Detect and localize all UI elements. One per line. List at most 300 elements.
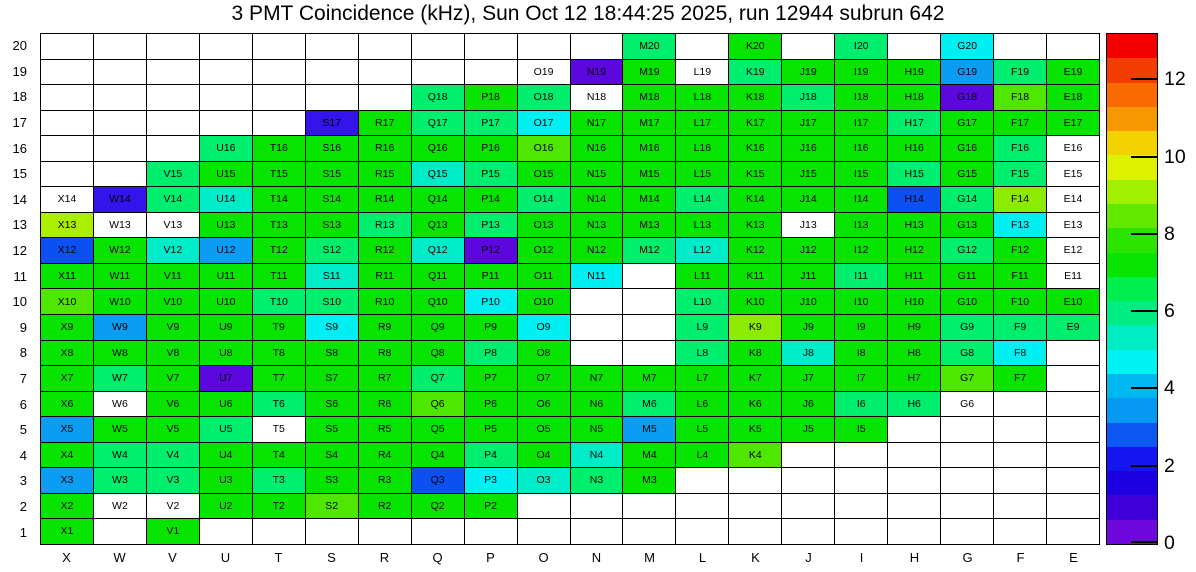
cell-Q16: Q16	[412, 136, 464, 161]
cell-V11: V11	[147, 264, 199, 289]
cell-K20: K20	[729, 34, 781, 59]
row-label: 6	[19, 396, 27, 412]
cell-empty	[888, 417, 940, 442]
cell-Q13: Q13	[412, 213, 464, 238]
row-label: 15	[12, 166, 27, 182]
cell-V10: V10	[147, 289, 199, 314]
cell-K5: K5	[729, 417, 781, 442]
cell-H8: H8	[888, 341, 940, 366]
cell-P15: P15	[465, 162, 517, 187]
cell-Q10: Q10	[412, 289, 464, 314]
cell-P18: P18	[465, 85, 517, 110]
cell-U14: U14	[200, 187, 252, 212]
cell-G6: G6	[941, 392, 993, 417]
cell-Q18: Q18	[412, 85, 464, 110]
cell-V2: V2	[147, 494, 199, 519]
column-label: R	[379, 549, 390, 565]
column-label: I	[859, 549, 864, 565]
cell-empty	[359, 60, 411, 85]
cell-Q11: Q11	[412, 264, 464, 289]
cell-empty	[1047, 34, 1099, 59]
row-label: 9	[19, 319, 27, 335]
cell-empty	[359, 519, 411, 544]
cell-F19: F19	[994, 60, 1046, 85]
cell-K13: K13	[729, 213, 781, 238]
cell-H14: H14	[888, 187, 940, 212]
cell-X11: X11	[41, 264, 93, 289]
cell-empty	[994, 443, 1046, 468]
cell-empty	[412, 519, 464, 544]
cell-empty	[1047, 366, 1099, 391]
cell-M6: M6	[623, 392, 675, 417]
cell-S8: S8	[306, 341, 358, 366]
cell-empty	[623, 494, 675, 519]
cell-L6: L6	[676, 392, 728, 417]
cell-U16: U16	[200, 136, 252, 161]
cell-U15: U15	[200, 162, 252, 187]
colorbar-segment	[1107, 83, 1157, 107]
cell-W7: W7	[94, 366, 146, 391]
cell-I17: I17	[835, 111, 887, 136]
cell-P9: P9	[465, 315, 517, 340]
cell-K17: K17	[729, 111, 781, 136]
cell-M13: M13	[623, 213, 675, 238]
cell-empty	[94, 85, 146, 110]
cell-H19: H19	[888, 60, 940, 85]
cell-J13: J13	[782, 213, 834, 238]
cell-E11: E11	[1047, 264, 1099, 289]
cell-J10: J10	[782, 289, 834, 314]
cell-empty	[200, 34, 252, 59]
row-label: 13	[12, 217, 27, 233]
cell-T7: T7	[253, 366, 305, 391]
cell-empty	[782, 34, 834, 59]
cell-empty	[200, 60, 252, 85]
column-label: S	[327, 549, 336, 565]
cell-empty	[888, 494, 940, 519]
colorbar-tick-label: 2	[1164, 454, 1175, 477]
cell-H17: H17	[888, 111, 940, 136]
cell-empty	[623, 341, 675, 366]
colorbar-tick-label: 6	[1164, 300, 1175, 323]
cell-G14: G14	[941, 187, 993, 212]
cell-U12: U12	[200, 238, 252, 263]
cell-P10: P10	[465, 289, 517, 314]
cell-K14: K14	[729, 187, 781, 212]
cell-F9: F9	[994, 315, 1046, 340]
cell-R8: R8	[359, 341, 411, 366]
cell-empty	[1047, 392, 1099, 417]
cell-T13: T13	[253, 213, 305, 238]
cell-I16: I16	[835, 136, 887, 161]
cell-empty	[994, 417, 1046, 442]
cell-H6: H6	[888, 392, 940, 417]
cell-empty	[200, 519, 252, 544]
cell-Q6: Q6	[412, 392, 464, 417]
cell-R10: R10	[359, 289, 411, 314]
column-label: W	[113, 549, 126, 565]
cell-Q7: Q7	[412, 366, 464, 391]
cell-V9: V9	[147, 315, 199, 340]
cell-L18: L18	[676, 85, 728, 110]
cell-R9: R9	[359, 315, 411, 340]
cell-L17: L17	[676, 111, 728, 136]
colorbar-tick-label: 0	[1164, 532, 1175, 554]
cell-K15: K15	[729, 162, 781, 187]
cell-E17: E17	[1047, 111, 1099, 136]
colorbar-segment	[1107, 253, 1157, 277]
cell-empty	[782, 519, 834, 544]
cell-empty	[729, 494, 781, 519]
cell-empty	[1047, 519, 1099, 544]
cell-N3: N3	[571, 468, 623, 493]
cell-Q12: Q12	[412, 238, 464, 263]
cell-G16: G16	[941, 136, 993, 161]
column-label: E	[1069, 549, 1078, 565]
cell-S10: S10	[306, 289, 358, 314]
cell-P4: P4	[465, 443, 517, 468]
cell-P13: P13	[465, 213, 517, 238]
chart-title: 3 PMT Coincidence (kHz), Sun Oct 12 18:44:25 2025, run 12944 subrun 642	[231, 2, 945, 25]
cell-X12: X12	[41, 238, 93, 263]
cell-L16: L16	[676, 136, 728, 161]
row-label: 5	[19, 422, 27, 438]
cell-R12: R12	[359, 238, 411, 263]
colorbar-segment	[1107, 447, 1157, 471]
cell-K11: K11	[729, 264, 781, 289]
cell-R4: R4	[359, 443, 411, 468]
cell-P14: P14	[465, 187, 517, 212]
cell-empty	[306, 60, 358, 85]
cell-I8: I8	[835, 341, 887, 366]
cell-Q5: Q5	[412, 417, 464, 442]
cell-O14: O14	[518, 187, 570, 212]
cell-M18: M18	[623, 85, 675, 110]
cell-F11: F11	[994, 264, 1046, 289]
cell-W4: W4	[94, 443, 146, 468]
colorbar-tick-label: 8	[1164, 222, 1175, 245]
cell-P16: P16	[465, 136, 517, 161]
cell-I12: I12	[835, 238, 887, 263]
colorbar-segment	[1107, 471, 1157, 495]
cell-F18: F18	[994, 85, 1046, 110]
column-label: K	[751, 549, 760, 565]
row-label: 3	[19, 473, 27, 489]
cell-empty	[94, 111, 146, 136]
cell-empty	[571, 34, 623, 59]
column-label: Q	[432, 549, 443, 565]
colorbar-segment	[1107, 495, 1157, 519]
row-label: 19	[12, 63, 27, 79]
cell-I18: I18	[835, 85, 887, 110]
row-label: 12	[12, 243, 27, 259]
cell-empty	[941, 417, 993, 442]
cell-R11: R11	[359, 264, 411, 289]
cell-empty	[94, 34, 146, 59]
cell-T16: T16	[253, 136, 305, 161]
cell-Q9: Q9	[412, 315, 464, 340]
cell-F14: F14	[994, 187, 1046, 212]
cell-J9: J9	[782, 315, 834, 340]
cell-I20: I20	[835, 34, 887, 59]
cell-O12: O12	[518, 238, 570, 263]
cell-V7: V7	[147, 366, 199, 391]
cell-P8: P8	[465, 341, 517, 366]
cell-G15: G15	[941, 162, 993, 187]
cell-T5: T5	[253, 417, 305, 442]
cell-K19: K19	[729, 60, 781, 85]
cell-N4: N4	[571, 443, 623, 468]
column-label: M	[644, 549, 655, 565]
cell-V3: V3	[147, 468, 199, 493]
cell-W11: W11	[94, 264, 146, 289]
cell-empty	[941, 443, 993, 468]
cell-empty	[888, 443, 940, 468]
colorbar-segment	[1107, 423, 1157, 447]
cell-Q14: Q14	[412, 187, 464, 212]
cell-empty	[253, 60, 305, 85]
cell-I11: I11	[835, 264, 887, 289]
cell-G11: G11	[941, 264, 993, 289]
cell-X5: X5	[41, 417, 93, 442]
cell-X3: X3	[41, 468, 93, 493]
cell-empty	[888, 34, 940, 59]
cell-L4: L4	[676, 443, 728, 468]
cell-empty	[41, 85, 93, 110]
column-label: P	[486, 549, 495, 565]
colorbar-segment	[1107, 325, 1157, 349]
column-label: U	[220, 549, 231, 565]
cell-empty	[412, 34, 464, 59]
cell-T11: T11	[253, 264, 305, 289]
cell-T8: T8	[253, 341, 305, 366]
row-axis	[0, 33, 35, 545]
cell-R3: R3	[359, 468, 411, 493]
cell-J11: J11	[782, 264, 834, 289]
cell-M15: M15	[623, 162, 675, 187]
cell-L8: L8	[676, 341, 728, 366]
cell-L12: L12	[676, 238, 728, 263]
cell-J15: J15	[782, 162, 834, 187]
cell-O19: O19	[518, 60, 570, 85]
cell-X8: X8	[41, 341, 93, 366]
cell-empty	[306, 34, 358, 59]
row-label: 10	[12, 294, 27, 310]
cell-Q8: Q8	[412, 341, 464, 366]
colorbar-segment	[1107, 180, 1157, 204]
cell-J6: J6	[782, 392, 834, 417]
column-label: O	[538, 549, 549, 565]
cell-M5: M5	[623, 417, 675, 442]
cell-H9: H9	[888, 315, 940, 340]
cell-empty	[888, 519, 940, 544]
cell-empty	[94, 162, 146, 187]
colorbar-segment	[1107, 350, 1157, 374]
cell-Q15: Q15	[412, 162, 464, 187]
cell-R16: R16	[359, 136, 411, 161]
cell-U5: U5	[200, 417, 252, 442]
cell-W2: W2	[94, 494, 146, 519]
cell-empty	[571, 315, 623, 340]
column-label: N	[591, 549, 602, 565]
cell-L19: L19	[676, 60, 728, 85]
cell-J8: J8	[782, 341, 834, 366]
cell-L15: L15	[676, 162, 728, 187]
cell-W14: W14	[94, 187, 146, 212]
colorbar-tick-label: 10	[1164, 145, 1186, 168]
row-label: 1	[19, 524, 27, 540]
colorbar-segment	[1107, 398, 1157, 422]
cell-O3: O3	[518, 468, 570, 493]
cell-V15: V15	[147, 162, 199, 187]
cell-empty	[571, 519, 623, 544]
cell-F10: F10	[994, 289, 1046, 314]
cell-P17: P17	[465, 111, 517, 136]
colorbar-segment	[1107, 155, 1157, 179]
cell-F12: F12	[994, 238, 1046, 263]
cell-empty	[518, 494, 570, 519]
colorbar-tick-label: 4	[1164, 377, 1175, 400]
cell-I14: I14	[835, 187, 887, 212]
cell-H11: H11	[888, 264, 940, 289]
cell-empty	[571, 289, 623, 314]
colorbar-segment	[1107, 277, 1157, 301]
cell-X2: X2	[41, 494, 93, 519]
cell-G10: G10	[941, 289, 993, 314]
cell-G17: G17	[941, 111, 993, 136]
cell-W5: W5	[94, 417, 146, 442]
cell-L10: L10	[676, 289, 728, 314]
cell-R13: R13	[359, 213, 411, 238]
cell-R6: R6	[359, 392, 411, 417]
cell-S3: S3	[306, 468, 358, 493]
cell-T6: T6	[253, 392, 305, 417]
cell-empty	[1047, 417, 1099, 442]
cell-empty	[359, 34, 411, 59]
cell-H13: H13	[888, 213, 940, 238]
cell-R17: R17	[359, 111, 411, 136]
cell-E15: E15	[1047, 162, 1099, 187]
cell-empty	[94, 60, 146, 85]
cell-F8: F8	[994, 341, 1046, 366]
cell-O16: O16	[518, 136, 570, 161]
cell-empty	[729, 468, 781, 493]
cell-empty	[623, 289, 675, 314]
cell-H12: H12	[888, 238, 940, 263]
cell-W13: W13	[94, 213, 146, 238]
column-label: F	[1016, 549, 1025, 565]
cell-E10: E10	[1047, 289, 1099, 314]
colorbar-segment	[1107, 107, 1157, 131]
colorbar-segment	[1107, 520, 1157, 544]
cell-N12: N12	[571, 238, 623, 263]
cell-S16: S16	[306, 136, 358, 161]
column-label: V	[168, 549, 177, 565]
cell-E12: E12	[1047, 238, 1099, 263]
cell-P5: P5	[465, 417, 517, 442]
cell-H10: H10	[888, 289, 940, 314]
cell-R14: R14	[359, 187, 411, 212]
cell-P2: P2	[465, 494, 517, 519]
cell-empty	[94, 519, 146, 544]
column-label: J	[805, 549, 812, 565]
cell-S12: S12	[306, 238, 358, 263]
cell-U4: U4	[200, 443, 252, 468]
cell-empty	[41, 60, 93, 85]
cell-empty	[571, 494, 623, 519]
cell-M20: M20	[623, 34, 675, 59]
cell-J5: J5	[782, 417, 834, 442]
cell-J16: J16	[782, 136, 834, 161]
cell-empty	[1047, 443, 1099, 468]
cell-U2: U2	[200, 494, 252, 519]
cell-G8: G8	[941, 341, 993, 366]
cell-S17: S17	[306, 111, 358, 136]
cell-L14: L14	[676, 187, 728, 212]
cell-K16: K16	[729, 136, 781, 161]
cell-S15: S15	[306, 162, 358, 187]
cell-R2: R2	[359, 494, 411, 519]
cell-Q17: Q17	[412, 111, 464, 136]
cell-L11: L11	[676, 264, 728, 289]
row-label: 17	[12, 115, 27, 131]
cell-X1: X1	[41, 519, 93, 544]
row-label: 16	[12, 140, 27, 156]
cell-empty	[41, 34, 93, 59]
cell-I13: I13	[835, 213, 887, 238]
cell-N15: N15	[571, 162, 623, 187]
cell-G7: G7	[941, 366, 993, 391]
cell-O9: O9	[518, 315, 570, 340]
cell-S5: S5	[306, 417, 358, 442]
cell-I5: I5	[835, 417, 887, 442]
cell-K4: K4	[729, 443, 781, 468]
cell-T12: T12	[253, 238, 305, 263]
cell-N7: N7	[571, 366, 623, 391]
cell-empty	[518, 519, 570, 544]
cell-empty	[835, 443, 887, 468]
cell-N11: N11	[571, 264, 623, 289]
cell-I6: I6	[835, 392, 887, 417]
cell-I7: I7	[835, 366, 887, 391]
cell-W6: W6	[94, 392, 146, 417]
cell-empty	[994, 468, 1046, 493]
cell-Q4: Q4	[412, 443, 464, 468]
cell-S7: S7	[306, 366, 358, 391]
cell-empty	[623, 264, 675, 289]
cell-H7: H7	[888, 366, 940, 391]
cell-empty	[676, 468, 728, 493]
cell-empty	[200, 111, 252, 136]
cell-I19: I19	[835, 60, 887, 85]
row-label: 14	[12, 191, 27, 207]
cell-E9: E9	[1047, 315, 1099, 340]
cell-R15: R15	[359, 162, 411, 187]
cell-S4: S4	[306, 443, 358, 468]
cell-P6: P6	[465, 392, 517, 417]
colorbar-segment	[1107, 374, 1157, 398]
cell-empty	[623, 315, 675, 340]
cell-F15: F15	[994, 162, 1046, 187]
cell-T15: T15	[253, 162, 305, 187]
cell-N5: N5	[571, 417, 623, 442]
cell-G19: G19	[941, 60, 993, 85]
cell-O15: O15	[518, 162, 570, 187]
colorbar-tick-label: 12	[1164, 68, 1186, 91]
cell-H15: H15	[888, 162, 940, 187]
cell-K7: K7	[729, 366, 781, 391]
cell-E16: E16	[1047, 136, 1099, 161]
